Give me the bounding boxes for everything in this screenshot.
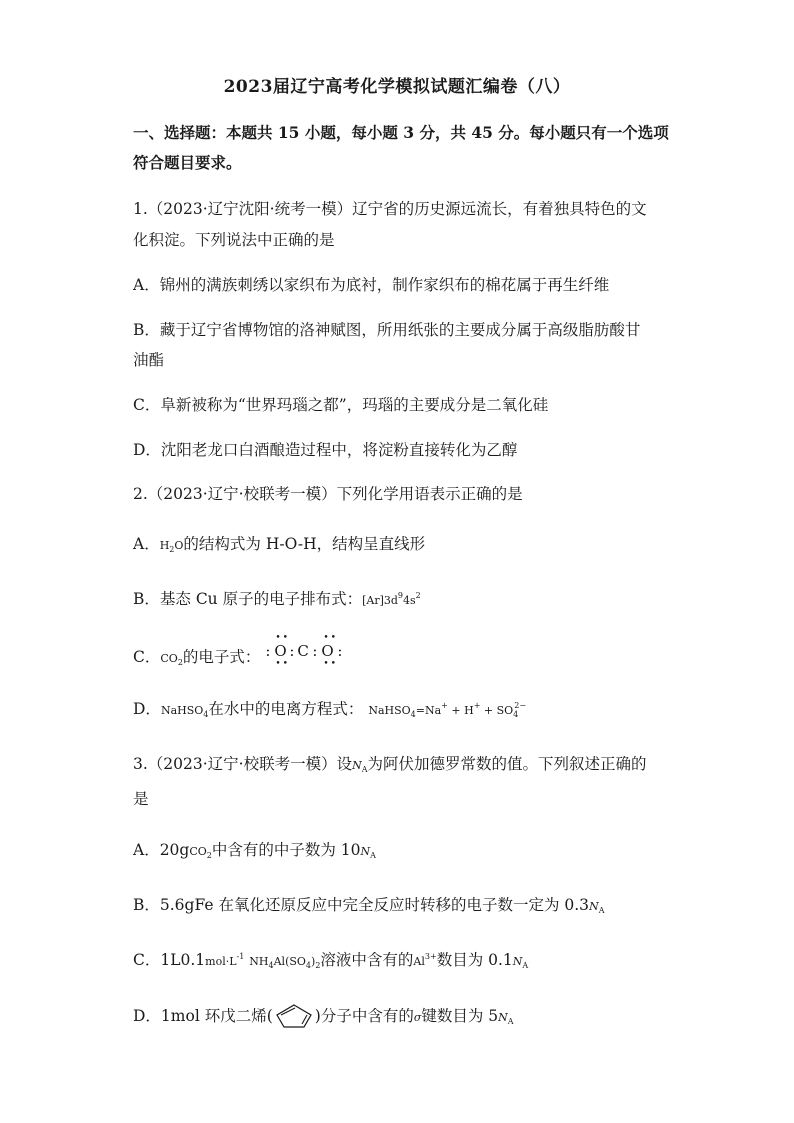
q3-c-na-sub: A	[522, 961, 529, 970]
q2-b-s-count: 2	[415, 591, 421, 600]
lewis-dots-o1-top: ••	[275, 633, 290, 643]
salt-al: Al	[273, 955, 286, 968]
q3-b-text: B．5.6gFe 在氧化还原反应中完全反应时转移的电子数一定为 0.3	[133, 896, 590, 914]
co2-lewis-structure	[265, 633, 349, 669]
q3-a-formula-sub: 2	[206, 851, 212, 860]
q1-option-d: D．沈阳老龙口白酒酿造过程中，将淀粉直接转化为乙醇	[133, 441, 518, 459]
q3-stem-prefix: 3.（2023·辽宁·校联考一模）设	[133, 755, 353, 773]
q3-b-na-sub: A	[598, 906, 605, 915]
q3-option-b	[133, 893, 604, 915]
q2-b-d-count: 9	[397, 591, 404, 600]
lewis-c: C	[297, 642, 309, 660]
q3-stem-text: 为阿伏加德罗常数的值。下列叙述正确的	[367, 755, 647, 773]
salt-so-sub: 4	[305, 961, 312, 970]
q2-a-formula-2: 2	[169, 545, 175, 554]
section-heading: 一、选择题：本题共 15 小题，每小题 3 分，共 45 分。每小题只有一个选项	[133, 123, 669, 142]
eq-na-charge: +	[441, 701, 448, 710]
q3-d-prefix: D．1mol 环戊二烯(	[133, 1007, 273, 1025]
q3-d-text2: 键数目为 5	[421, 1007, 499, 1025]
q1-option-c: C．阜新被称为“世界玛瑙之都”，玛瑙的主要成分是二氧化硅	[133, 396, 549, 414]
q3-stem-cont: 是	[133, 790, 149, 808]
lewis-o2: O	[321, 642, 334, 660]
q3-c-prefix: C．1L0.1	[133, 951, 206, 969]
q1-stem-cont: 化积淀。下列说法中正确的是	[133, 231, 335, 249]
q3-d-text: )分子中含有的	[314, 1007, 414, 1025]
q3-a-formula: CO	[189, 845, 207, 858]
q2-option-a	[133, 532, 425, 554]
q3-d-na: N	[498, 1011, 508, 1024]
q2-option-d	[133, 697, 526, 719]
q2-a-prefix: A．	[133, 535, 160, 553]
q2-option-c	[133, 633, 349, 669]
q2-a-text: 的结构式为 H-O-H，结构呈直线形	[183, 535, 426, 553]
lewis-colon-3: :	[312, 642, 318, 660]
eq-so-charge: 2−	[514, 701, 527, 710]
q3-option-c	[133, 948, 528, 970]
q3-d-sigma: σ	[413, 1011, 422, 1024]
lewis-dots-o2-top: ••	[323, 633, 338, 643]
lewis-o1: O	[274, 642, 287, 660]
q2-a-formula-o: O	[174, 539, 184, 552]
q3-stem	[133, 752, 647, 774]
salt-close-sub: 2	[315, 961, 321, 970]
q3-c-unit: mol·L	[205, 955, 237, 968]
q3-option-a	[133, 838, 376, 860]
salt-nh: NH	[249, 955, 269, 968]
q3-c-unit-sup: -1	[236, 952, 245, 961]
q3-d-na-sub: A	[507, 1017, 514, 1026]
eq-h: + H	[447, 704, 474, 717]
q2-c-text: 的电子式：	[182, 648, 261, 666]
q2-c-formula: CO	[160, 652, 178, 665]
q3-c-al: Al	[413, 955, 425, 968]
eq-nahso: NaHSO	[368, 704, 411, 717]
q1-stem: 1.（2023·辽宁沈阳·统考一模）辽宁省的历史源远流长，有着独具特色的文	[133, 200, 647, 218]
lewis-colon-4: :	[337, 642, 343, 660]
q2-d-equation	[368, 701, 527, 719]
q3-na-sub: A	[361, 765, 368, 774]
q2-c-prefix: C．	[133, 648, 161, 666]
lewis-colon-1: :	[265, 642, 271, 660]
q3-b-na: N	[589, 900, 599, 913]
q2-c-formula-sub: 2	[177, 658, 183, 667]
q2-d-formula-sub: 4	[203, 710, 209, 719]
q2-d-text: 在水中的电离方程式：	[208, 700, 364, 718]
lewis-colon-2: :	[289, 642, 295, 660]
q2-d-prefix: D．	[133, 700, 161, 718]
q2-b-config: [Ar]3d	[362, 594, 398, 607]
q3-a-prefix: A．20g	[133, 841, 190, 859]
eq-so: + SO	[480, 704, 514, 717]
q3-c-salt	[249, 955, 320, 968]
q2-stem: 2.（2023·辽宁·校联考一模）下列化学用语表示正确的是	[133, 485, 523, 503]
q2-d-formula: NaHSO	[160, 704, 204, 717]
salt-close: )	[311, 955, 316, 968]
cyclopentadiene-ring-icon	[273, 1003, 315, 1029]
q3-a-na-sub: A	[370, 851, 376, 860]
q3-c-text: 溶液中含有的	[320, 951, 414, 969]
lewis-dots-o1-bottom: ••	[275, 659, 290, 669]
q3-c-text2: 数目为 0.1	[436, 951, 513, 969]
eq-na: =Na	[415, 704, 442, 717]
q1-option-b-cont: 油酯	[133, 351, 165, 369]
q3-a-text: 中含有的中子数为 10	[211, 841, 361, 859]
salt-so: (SO	[285, 955, 306, 968]
q3-na: N	[352, 759, 362, 772]
q3-c-na: N	[512, 955, 523, 968]
q3-a-na: N	[360, 845, 371, 858]
eq-nahso-sub: 4	[410, 710, 416, 719]
eq-h-charge: +	[473, 701, 481, 710]
q2-b-prefix: B．基态 Cu 原子的电子排布式：	[133, 590, 363, 608]
eq-so-sub: 4	[513, 710, 519, 719]
q2-a-formula-h: H	[159, 539, 170, 552]
q1-option-b: B．藏于辽宁省博物馆的洛神赋图，所用纸张的主要成分属于高级脂肪酸甘	[133, 321, 641, 339]
q3-c-al-sup: 3+	[424, 952, 437, 961]
lewis-dots-o2-bottom: ••	[323, 659, 338, 669]
salt-nh-sub: 4	[268, 961, 274, 970]
q2-option-b	[133, 587, 421, 609]
q1-option-a: A．锦州的满族刺绣以家织布为底衬，制作家织布的棉花属于再生纤维	[133, 276, 610, 294]
q3-option-d	[133, 1003, 514, 1029]
section-heading-cont: 符合题目要求。	[133, 153, 242, 172]
q2-b-4s: 4s	[403, 594, 416, 607]
page-title: 2023届辽宁高考化学模拟试题汇编卷（八）	[223, 77, 571, 97]
